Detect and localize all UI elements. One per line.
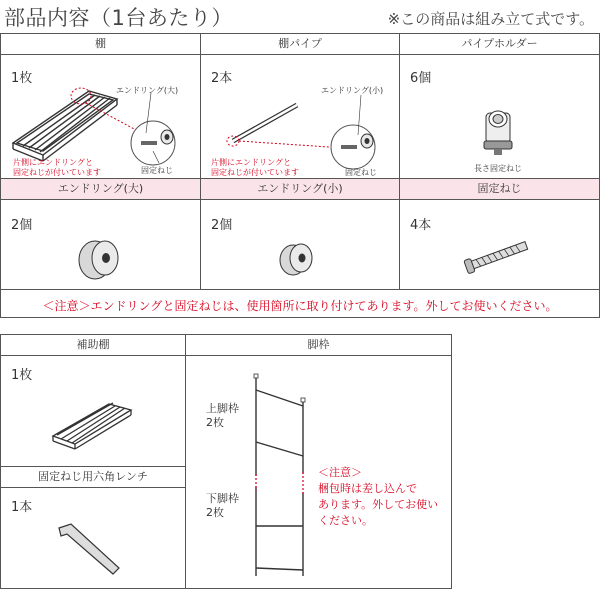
header-end-ring-large: エンドリング(大) bbox=[1, 179, 201, 200]
lower-leg-label: 下脚枠 bbox=[206, 492, 239, 505]
note-shelf-line1: 片側にエンドリングと bbox=[13, 158, 93, 167]
callout-end-ring-large: エンドリング(大) bbox=[116, 86, 179, 95]
qty-shelf-pipe: 2本 bbox=[211, 71, 233, 86]
cell-fixing-screw bbox=[400, 200, 600, 290]
header-aux-shelf: 補助棚 bbox=[1, 335, 186, 356]
header-legs: 脚枠 bbox=[186, 335, 452, 356]
qty-hex-wrench: 1本 bbox=[11, 500, 33, 515]
qty-aux-shelf: 1枚 bbox=[11, 368, 33, 383]
header-pipe-holder: パイプホルダー bbox=[400, 34, 600, 55]
header-shelf: 棚 bbox=[1, 34, 201, 55]
lower-leg-qty: 2枚 bbox=[206, 506, 224, 519]
callout-screw: 固定ねじ bbox=[141, 166, 173, 175]
assembly-note: ※この商品は組み立て式です。 bbox=[387, 10, 594, 28]
cell-shelf-pipe bbox=[201, 55, 400, 179]
qty-fixing-screw: 4本 bbox=[410, 218, 432, 233]
qty-end-ring-large: 2個 bbox=[11, 218, 33, 233]
callout-screw-pipe: 固定ねじ bbox=[345, 168, 377, 177]
qty-end-ring-small: 2個 bbox=[211, 218, 233, 233]
cell-legs bbox=[186, 356, 452, 589]
legs-note-line3: あります。外してお使い bbox=[318, 498, 439, 511]
header-fixing-screw: 固定ねじ bbox=[400, 179, 600, 200]
callout-length-screw: 長さ固定ねじ bbox=[474, 164, 522, 173]
parts-table-main bbox=[0, 33, 600, 318]
aux-shelf-illustration bbox=[1, 356, 186, 466]
legs-note-line1: ＜注意＞ bbox=[318, 466, 362, 479]
note-pipe-line2: 固定ねじが付いています bbox=[211, 168, 299, 177]
legs-note-line2: 梱包時は差し込んで bbox=[318, 482, 417, 495]
parts-table-sub bbox=[0, 334, 452, 589]
header-hex-wrench: 固定ねじ用六角レンチ bbox=[1, 467, 186, 488]
header-shelf-pipe: 棚パイプ bbox=[201, 34, 400, 55]
upper-leg-label: 上脚枠 bbox=[206, 402, 239, 415]
cell-aux-shelf bbox=[1, 356, 186, 467]
cell-end-ring-small bbox=[201, 200, 400, 290]
note-pipe-line1: 片側にエンドリングと bbox=[211, 158, 291, 167]
note-shelf-line2: 固定ねじが付いています bbox=[13, 168, 101, 177]
qty-pipe-holder: 6個 bbox=[410, 71, 432, 86]
hex-wrench-illustration bbox=[1, 488, 186, 588]
page-title: 部品内容（1台あたり） bbox=[4, 6, 233, 30]
warning-note: ＜注意＞エンドリングと固定ねじは、使用箇所に取り付けてあります。外してお使いください。 bbox=[42, 299, 558, 313]
cell-pipe-holder bbox=[400, 55, 600, 179]
qty-shelf: 1枚 bbox=[11, 71, 33, 86]
cell-shelf bbox=[1, 55, 201, 179]
header-end-ring-small: エンドリング(小) bbox=[201, 179, 400, 200]
end-ring-large-illustration bbox=[1, 200, 201, 290]
end-ring-small-illustration bbox=[201, 200, 400, 290]
callout-end-ring-small: エンドリング(小) bbox=[321, 86, 384, 95]
upper-leg-qty: 2枚 bbox=[206, 416, 224, 429]
legs-note-line4: ください。 bbox=[318, 514, 373, 527]
pipe-holder-illustration bbox=[400, 55, 600, 179]
warning-cell bbox=[1, 290, 600, 318]
cell-hex-wrench bbox=[1, 488, 186, 589]
cell-end-ring-large bbox=[1, 200, 201, 290]
screw-illustration bbox=[400, 200, 600, 290]
